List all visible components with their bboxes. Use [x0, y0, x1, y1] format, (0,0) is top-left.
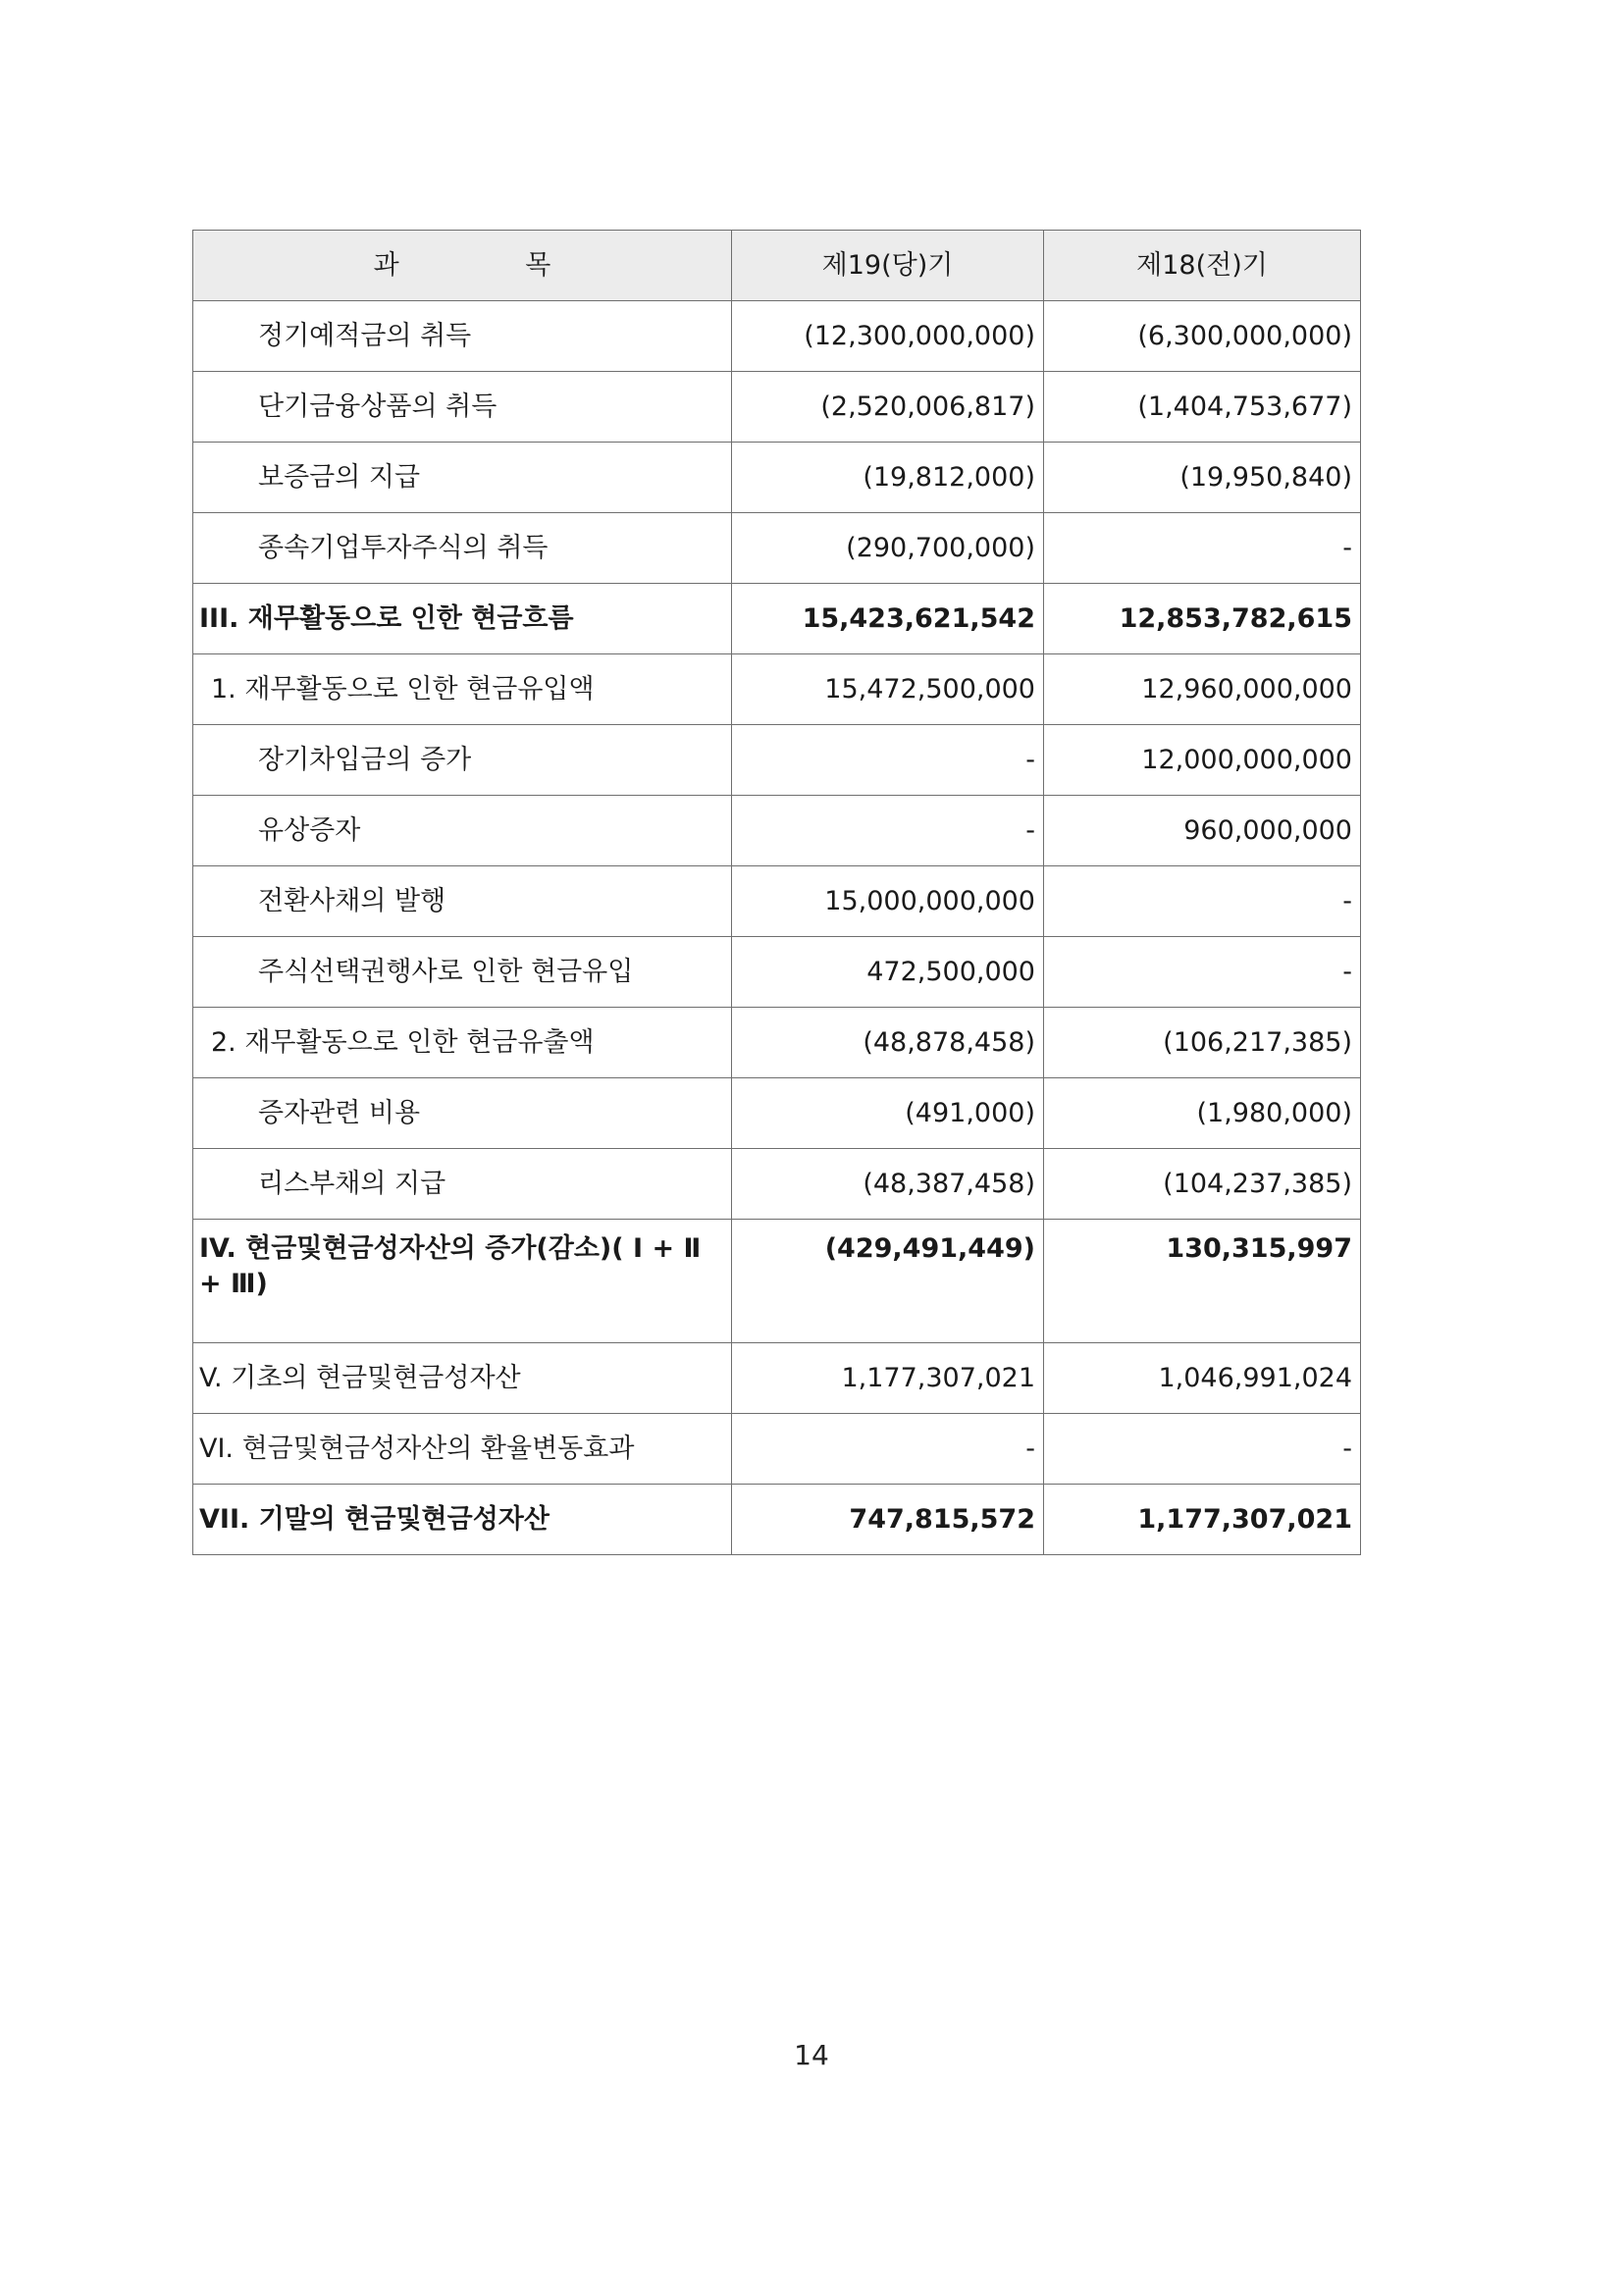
current-period-value: (48,387,458)	[732, 1149, 1044, 1220]
prior-period-value: -	[1044, 1414, 1361, 1485]
page-number: 14	[794, 2039, 829, 2071]
section-total-row	[193, 1485, 1361, 1555]
section-total-row	[193, 1220, 1361, 1343]
current-period-value: (48,878,458)	[732, 1008, 1044, 1078]
current-period-value: (2,520,006,817)	[732, 372, 1044, 443]
current-period-value: (429,491,449)	[732, 1220, 1044, 1343]
current-period-value: 15,423,621,542	[732, 584, 1044, 654]
table-row	[193, 1414, 1361, 1485]
current-period-value: 15,472,500,000	[732, 654, 1044, 725]
prior-period-value: (106,217,385)	[1044, 1008, 1361, 1078]
prior-period-value: 1,046,991,024	[1044, 1343, 1361, 1414]
row-label: VII. 기말의 현금및현금성자산	[193, 1485, 732, 1555]
row-label: III. 재무활동으로 인한 현금흐름	[193, 584, 732, 654]
header-current-period: 제19(당)기	[732, 231, 1044, 301]
current-period-value: -	[732, 725, 1044, 796]
row-label: 단기금융상품의 취득	[193, 372, 732, 443]
row-label: 보증금의 지급	[193, 443, 732, 513]
prior-period-value: (1,980,000)	[1044, 1078, 1361, 1149]
prior-period-value: 960,000,000	[1044, 796, 1361, 866]
row-label: 주식선택권행사로 인한 현금유입	[193, 937, 732, 1008]
table-row	[193, 796, 1361, 866]
row-label: 2. 재무활동으로 인한 현금유출액	[193, 1008, 732, 1078]
row-label: 증자관련 비용	[193, 1078, 732, 1149]
row-label: 1. 재무활동으로 인한 현금유입액	[193, 654, 732, 725]
prior-period-value: (6,300,000,000)	[1044, 301, 1361, 372]
table-row	[193, 866, 1361, 937]
row-label: 유상증자	[193, 796, 732, 866]
table-row	[193, 937, 1361, 1008]
prior-period-value: -	[1044, 866, 1361, 937]
table-row	[193, 1008, 1361, 1078]
table-header-row	[193, 231, 1361, 301]
current-period-value: -	[732, 796, 1044, 866]
section-total-row	[193, 584, 1361, 654]
table-row	[193, 1078, 1361, 1149]
prior-period-value: (104,237,385)	[1044, 1149, 1361, 1220]
table-row	[193, 1343, 1361, 1414]
row-label: 전환사채의 발행	[193, 866, 732, 937]
prior-period-value: (19,950,840)	[1044, 443, 1361, 513]
prior-period-value: 130,315,997	[1044, 1220, 1361, 1343]
row-label: IV. 현금및현금성자산의 증가(감소)( Ⅰ + Ⅱ + Ⅲ)	[193, 1220, 732, 1343]
row-label: V. 기초의 현금및현금성자산	[193, 1343, 732, 1414]
prior-period-value: (1,404,753,677)	[1044, 372, 1361, 443]
current-period-value: 747,815,572	[732, 1485, 1044, 1555]
header-subject: 과 목	[193, 231, 732, 301]
current-period-value: 1,177,307,021	[732, 1343, 1044, 1414]
row-label: 리스부채의 지급	[193, 1149, 732, 1220]
current-period-value: (491,000)	[732, 1078, 1044, 1149]
current-period-value: (290,700,000)	[732, 513, 1044, 584]
table-row	[193, 1149, 1361, 1220]
table-row	[193, 372, 1361, 443]
prior-period-value: 12,960,000,000	[1044, 654, 1361, 725]
cash-flow-table	[192, 230, 1361, 1555]
table-row	[193, 443, 1361, 513]
table-row	[193, 513, 1361, 584]
row-label: 정기예적금의 취득	[193, 301, 732, 372]
current-period-value: 472,500,000	[732, 937, 1044, 1008]
table-row	[193, 301, 1361, 372]
current-period-value: -	[732, 1414, 1044, 1485]
current-period-value: 15,000,000,000	[732, 866, 1044, 937]
prior-period-value: 12,000,000,000	[1044, 725, 1361, 796]
prior-period-value: 1,177,307,021	[1044, 1485, 1361, 1555]
prior-period-value: 12,853,782,615	[1044, 584, 1361, 654]
prior-period-value: -	[1044, 937, 1361, 1008]
row-label: VI. 현금및현금성자산의 환율변동효과	[193, 1414, 732, 1485]
table-row	[193, 725, 1361, 796]
table-row	[193, 654, 1361, 725]
current-period-value: (12,300,000,000)	[732, 301, 1044, 372]
row-label: 장기차입금의 증가	[193, 725, 732, 796]
header-prior-period: 제18(전)기	[1044, 231, 1361, 301]
prior-period-value: -	[1044, 513, 1361, 584]
current-period-value: (19,812,000)	[732, 443, 1044, 513]
row-label: 종속기업투자주식의 취득	[193, 513, 732, 584]
